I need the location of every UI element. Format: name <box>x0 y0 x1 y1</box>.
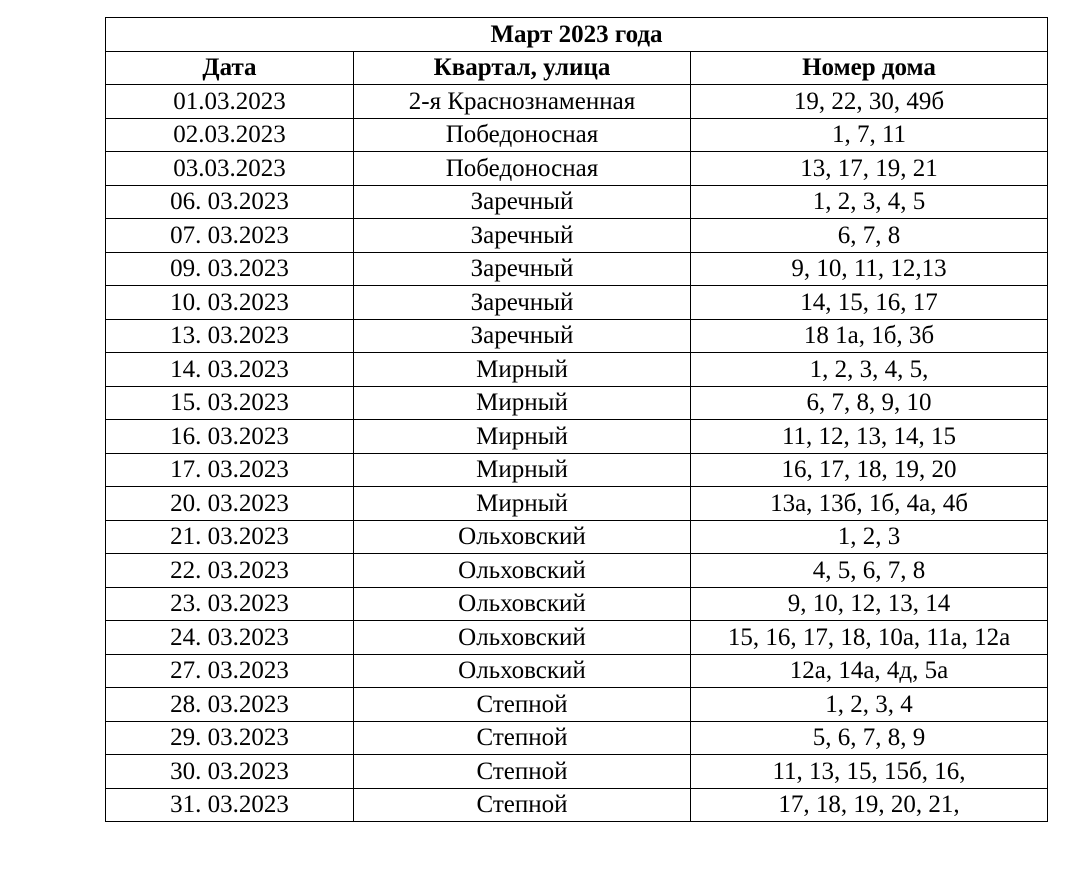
cell-date: 15. 03.2023 <box>106 386 354 420</box>
cell-street: Мирный <box>354 420 691 454</box>
cell-date: 22. 03.2023 <box>106 554 354 588</box>
cell-house: 18 1а, 1б, 3б <box>691 319 1048 353</box>
cell-house: 1, 7, 11 <box>691 118 1048 152</box>
cell-house: 9, 10, 11, 12,13 <box>691 252 1048 286</box>
cell-street: Ольховский <box>354 587 691 621</box>
cell-street: Ольховский <box>354 520 691 554</box>
cell-date: 21. 03.2023 <box>106 520 354 554</box>
table-row <box>106 520 1048 554</box>
cell-street: Заречный <box>354 319 691 353</box>
table-row <box>106 185 1048 219</box>
table-row <box>106 353 1048 387</box>
table-row <box>106 152 1048 186</box>
cell-date: 09. 03.2023 <box>106 252 354 286</box>
cell-street: Заречный <box>354 286 691 320</box>
cell-street: Мирный <box>354 453 691 487</box>
cell-house: 16, 17, 18, 19, 20 <box>691 453 1048 487</box>
cell-house: 5, 6, 7, 8, 9 <box>691 721 1048 755</box>
cell-date: 07. 03.2023 <box>106 219 354 253</box>
schedule-table <box>105 17 1048 822</box>
table-body <box>106 85 1048 822</box>
cell-house: 11, 12, 13, 14, 15 <box>691 420 1048 454</box>
cell-street: Мирный <box>354 353 691 387</box>
table-title: Март 2023 года <box>106 18 1048 52</box>
cell-date: 17. 03.2023 <box>106 453 354 487</box>
cell-date: 23. 03.2023 <box>106 587 354 621</box>
cell-date: 01.03.2023 <box>106 85 354 119</box>
table-row <box>106 788 1048 822</box>
table-header <box>106 18 1048 85</box>
column-header-row <box>106 51 1048 85</box>
cell-date: 10. 03.2023 <box>106 286 354 320</box>
cell-street: Заречный <box>354 185 691 219</box>
cell-date: 14. 03.2023 <box>106 353 354 387</box>
cell-house: 14, 15, 16, 17 <box>691 286 1048 320</box>
table-row <box>106 721 1048 755</box>
cell-date: 02.03.2023 <box>106 118 354 152</box>
cell-street: Заречный <box>354 219 691 253</box>
cell-date: 24. 03.2023 <box>106 621 354 655</box>
cell-street: Ольховский <box>354 654 691 688</box>
cell-street: Мирный <box>354 487 691 521</box>
table-row <box>106 755 1048 789</box>
table-row <box>106 453 1048 487</box>
table-row <box>106 487 1048 521</box>
cell-street: 2-я Краснознаменная <box>354 85 691 119</box>
cell-house: 9, 10, 12, 13, 14 <box>691 587 1048 621</box>
column-header-street: Квартал, улица <box>354 51 691 85</box>
cell-date: 16. 03.2023 <box>106 420 354 454</box>
cell-street: Ольховский <box>354 554 691 588</box>
cell-house: 13а, 13б, 1б, 4а, 4б <box>691 487 1048 521</box>
cell-house: 1, 2, 3, 4 <box>691 688 1048 722</box>
cell-house: 15, 16, 17, 18, 10а, 11а, 12а <box>691 621 1048 655</box>
column-header-date: Дата <box>106 51 354 85</box>
table-row <box>106 420 1048 454</box>
cell-date: 03.03.2023 <box>106 152 354 186</box>
cell-house: 6, 7, 8, 9, 10 <box>691 386 1048 420</box>
table-row <box>106 118 1048 152</box>
table-row <box>106 252 1048 286</box>
table-row <box>106 386 1048 420</box>
cell-house: 6, 7, 8 <box>691 219 1048 253</box>
cell-street: Степной <box>354 755 691 789</box>
cell-street: Ольховский <box>354 621 691 655</box>
cell-house: 19, 22, 30, 49б <box>691 85 1048 119</box>
cell-house: 13, 17, 19, 21 <box>691 152 1048 186</box>
cell-house: 12а, 14а, 4д, 5а <box>691 654 1048 688</box>
cell-street: Победоносная <box>354 152 691 186</box>
table-row <box>106 85 1048 119</box>
table-row <box>106 219 1048 253</box>
table-row <box>106 621 1048 655</box>
table-row <box>106 554 1048 588</box>
table-row <box>106 319 1048 353</box>
cell-street: Заречный <box>354 252 691 286</box>
cell-street: Степной <box>354 788 691 822</box>
cell-house: 11, 13, 15, 15б, 16, <box>691 755 1048 789</box>
cell-house: 1, 2, 3 <box>691 520 1048 554</box>
table-row <box>106 654 1048 688</box>
table-row <box>106 587 1048 621</box>
column-header-house: Номер дома <box>691 51 1048 85</box>
cell-house: 17, 18, 19, 20, 21, <box>691 788 1048 822</box>
cell-date: 20. 03.2023 <box>106 487 354 521</box>
cell-street: Степной <box>354 688 691 722</box>
table-row <box>106 286 1048 320</box>
cell-house: 1, 2, 3, 4, 5, <box>691 353 1048 387</box>
cell-date: 13. 03.2023 <box>106 319 354 353</box>
cell-street: Мирный <box>354 386 691 420</box>
cell-date: 31. 03.2023 <box>106 788 354 822</box>
title-row <box>106 18 1048 52</box>
cell-date: 28. 03.2023 <box>106 688 354 722</box>
cell-street: Победоносная <box>354 118 691 152</box>
table-row <box>106 688 1048 722</box>
cell-street: Степной <box>354 721 691 755</box>
cell-house: 1, 2, 3, 4, 5 <box>691 185 1048 219</box>
cell-date: 06. 03.2023 <box>106 185 354 219</box>
cell-date: 27. 03.2023 <box>106 654 354 688</box>
cell-date: 29. 03.2023 <box>106 721 354 755</box>
cell-date: 30. 03.2023 <box>106 755 354 789</box>
cell-house: 4, 5, 6, 7, 8 <box>691 554 1048 588</box>
